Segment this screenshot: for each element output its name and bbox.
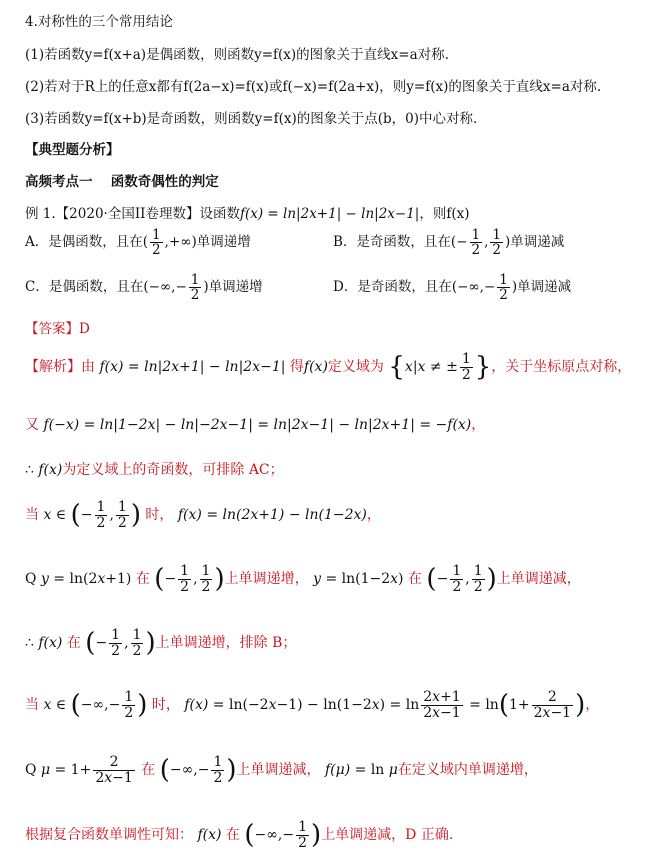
analysis-line-3: ∴ f(x)为定义域上的奇函数，可排除 AC； (25, 462, 284, 478)
answer: 【答案】D (25, 321, 90, 337)
summary-heading: 4.对称性的三个常用结论 (25, 14, 173, 30)
stem-suffix: ，则f(x) (419, 206, 470, 222)
summary-item-2: (2)若对于R上的任意x都有f(2a−x)=f(x)或f(−x)=f(2a+x)，则y=f(x)的图象关于直线x=a对称. (25, 79, 602, 95)
summary-item-3: (3)若函数y=f(x+b)是奇函数，则函数y=f(x)的图象关于点(b，0)中心对称. (25, 111, 478, 127)
stem-prefix: 例 1.【2020·全国II卷理数】设函数 (25, 206, 240, 222)
analysis-line-7: 当 x ∈ (−∞,− $\frac{1}{2}$ ) 时， f(x) = ln(−2x−1) − ln(1−2x) = ln $\frac{2x+1}{2x-1}$ = ln(1+ $\frac{2}{2x-1}$ )， (25, 689, 600, 721)
analysis-line-6: ∴ f(x) 在 (− $\frac{1}{2}$ , $\frac{1}{2}$ )上单调递增，排除 B； (25, 627, 297, 659)
option-a[interactable]: A．是偶函数，且在( $\frac{1}{2}$ ,+∞)单调递增 (25, 227, 251, 259)
option-d[interactable]: D．是奇函数，且在(−∞,− $\frac{1}{2}$ )单调递减 (333, 272, 572, 304)
analysis-line-8: Q μ = 1+ $\frac{2}{2x-1}$ 在 (−∞,− $\frac{1}{2}$ )上单调递减， f(μ) = ln μ在定义域内单调递增， (25, 754, 538, 786)
option-c[interactable]: C．是偶函数，且在(−∞,− $\frac{1}{2}$ )单调递增 (25, 272, 263, 304)
analysis-line-1: 【解析】由 f(x) = ln|2x+1| − ln|2x−1| 得f(x)定义域为 {x|x ≠ ± $\frac{1}{2}$ }，关于坐标原点对称， (25, 351, 632, 383)
analysis-line-4: 当 x ∈ (− $\frac{1}{2}$ , $\frac{1}{2}$ ) 时， f(x) = ln(2x+1) − ln(1−2x)， (25, 499, 381, 531)
stem-formula: f(x) = ln|2x+1| − ln|2x−1| (240, 206, 420, 222)
analysis-line-2: 又 f(−x) = ln|1−2x| − ln|−2x−1| = ln|2x−1| − ln|2x+1| = −f(x)， (25, 417, 486, 433)
summary-item-1: (1)若函数y=f(x+a)是偶函数，则函数y=f(x)的图象关于直线x=a对称. (25, 47, 449, 63)
example-stem (25, 202, 470, 222)
option-b[interactable]: B．是奇函数，且在(− $\frac{1}{2}$ , $\frac{1}{2}$ )单调递减 (333, 227, 565, 259)
analysis-line-9: 根据复合函数单调性可知： f(x) 在 (−∞,− $\frac{1}{2}$ )上单调递减，D 正确. (25, 819, 454, 851)
section-title: 【典型题分析】 (25, 142, 120, 158)
topic-title: 高频考点一 函数奇偶性的判定 (25, 174, 219, 190)
analysis-line-5: Q y = ln(2x+1) 在 (− $\frac{1}{2}$ , $\frac{1}{2}$ )上单调递增， y = ln(1−2x) 在 (− $\frac{1}{2}$ , $\frac{1}{2}$ )上单调递减， (25, 563, 581, 595)
